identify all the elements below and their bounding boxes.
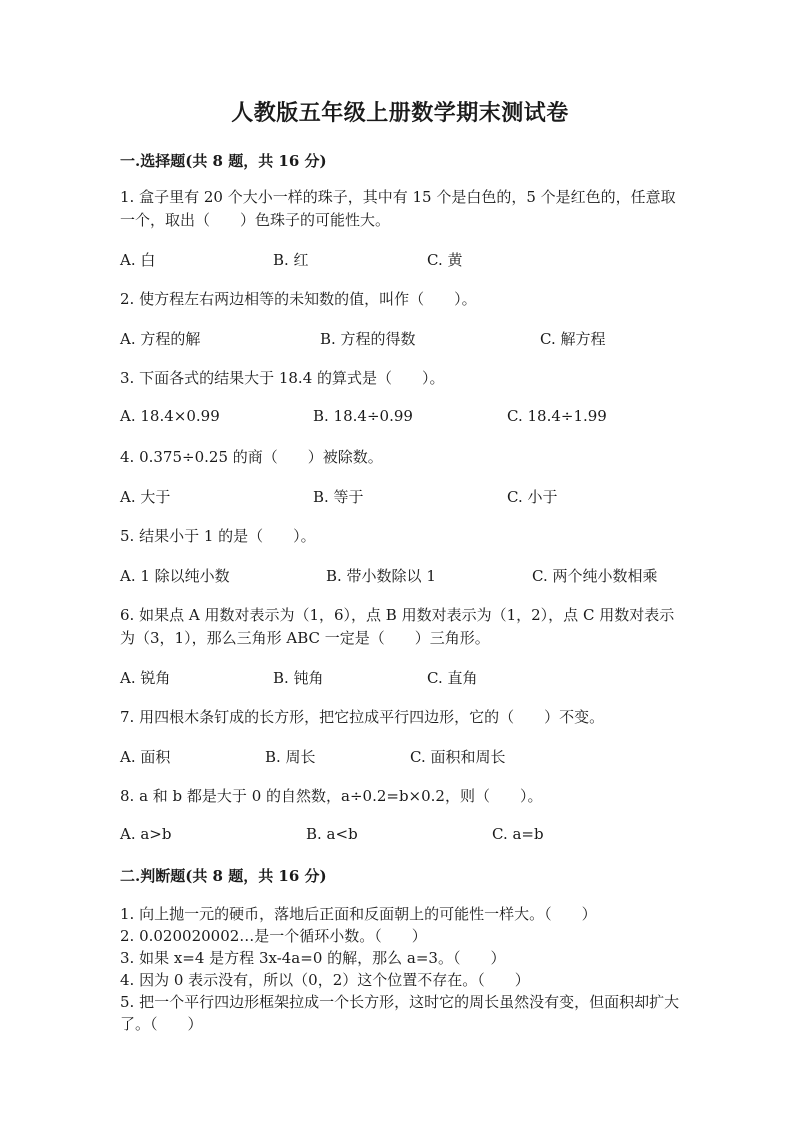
q4-option-a[interactable]: A. 大于 [120, 488, 171, 506]
q2-option-c[interactable]: C. 解方程 [540, 330, 606, 348]
q8-option-b[interactable]: B. a<b [306, 825, 358, 843]
q5-option-a[interactable]: A. 1 除以纯小数 [120, 567, 230, 585]
true-false-list [120, 903, 680, 1035]
tf-item-1: 1. 向上抛一元的硬币，落地后正面和反面朝上的可能性一样大。（ ） [120, 905, 597, 923]
q8-option-c[interactable]: C. a=b [492, 825, 544, 843]
page-title: 人教版五年级上册数学期末测试卷 [231, 100, 569, 126]
tf-item-2: 2. 0.020020002…是一个循环小数。（ ） [120, 927, 427, 945]
question-7: 7. 用四根木条钉成的长方形，把它拉成平行四边形，它的（ ）不变。 [120, 708, 605, 726]
question-6: 6. 如果点 A 用数对表示为（1，6），点 B 用数对表示为（1，2），点 C 用数对表示为（3，1），那么三角形 ABC 一定是（ ）三角形。 [120, 606, 675, 647]
q3-option-b[interactable]: B. 18.4÷0.99 [313, 407, 413, 425]
q3-option-c[interactable]: C. 18.4÷1.99 [507, 407, 607, 425]
section-1-heading: 一.选择题(共 8 题，共 16 分) [120, 152, 327, 170]
question-3: 3. 下面各式的结果大于 18.4 的算式是（ ）。 [120, 369, 445, 387]
question-1: 1. 盒子里有 20 个大小一样的珠子，其中有 15 个是白色的，5 个是红色的，任意取一个，取出（ ）色珠子的可能性大。 [120, 188, 676, 229]
tf-item-4: 4. 因为 0 表示没有，所以（0，2）这个位置不存在。（ ） [120, 971, 530, 989]
q1-option-c[interactable]: C. 黄 [427, 251, 463, 269]
question-5: 5. 结果小于 1 的是（ ）。 [120, 527, 316, 545]
q5-option-c[interactable]: C. 两个纯小数相乘 [532, 567, 658, 585]
q4-option-c[interactable]: C. 小于 [507, 488, 558, 506]
q2-option-a[interactable]: A. 方程的解 [120, 330, 201, 348]
q6-option-a[interactable]: A. 锐角 [120, 669, 171, 687]
question-4: 4. 0.375÷0.25 的商（ ）被除数。 [120, 448, 383, 466]
q1-option-a[interactable]: A. 白 [120, 251, 156, 269]
q7-option-b[interactable]: B. 周长 [265, 748, 316, 766]
q1-option-b[interactable]: B. 红 [273, 251, 309, 269]
question-2: 2. 使方程左右两边相等的未知数的值，叫作（ ）。 [120, 290, 477, 308]
q4-option-b[interactable]: B. 等于 [313, 488, 364, 506]
q6-option-b[interactable]: B. 钝角 [273, 669, 324, 687]
q8-option-a[interactable]: A. a>b [120, 825, 172, 843]
q7-option-c[interactable]: C. 面积和周长 [410, 748, 506, 766]
question-8: 8. a 和 b 都是大于 0 的自然数，a÷0.2=b×0.2，则（ ）。 [120, 787, 543, 805]
tf-item-3: 3. 如果 x=4 是方程 3x-4a=0 的解，那么 a=3。（ ） [120, 949, 506, 967]
q6-option-c[interactable]: C. 直角 [427, 669, 478, 687]
section-2-heading: 二.判断题(共 8 题，共 16 分) [120, 867, 327, 885]
q7-option-a[interactable]: A. 面积 [120, 748, 171, 766]
q3-option-a[interactable]: A. 18.4×0.99 [120, 407, 220, 425]
tf-item-5: 5. 把一个平行四边形框架拉成一个长方形，这时它的周长虽然没有变，但面积却扩大了。（ ） [120, 993, 680, 1033]
q5-option-b[interactable]: B. 带小数除以 1 [326, 567, 436, 585]
q2-option-b[interactable]: B. 方程的得数 [320, 330, 416, 348]
